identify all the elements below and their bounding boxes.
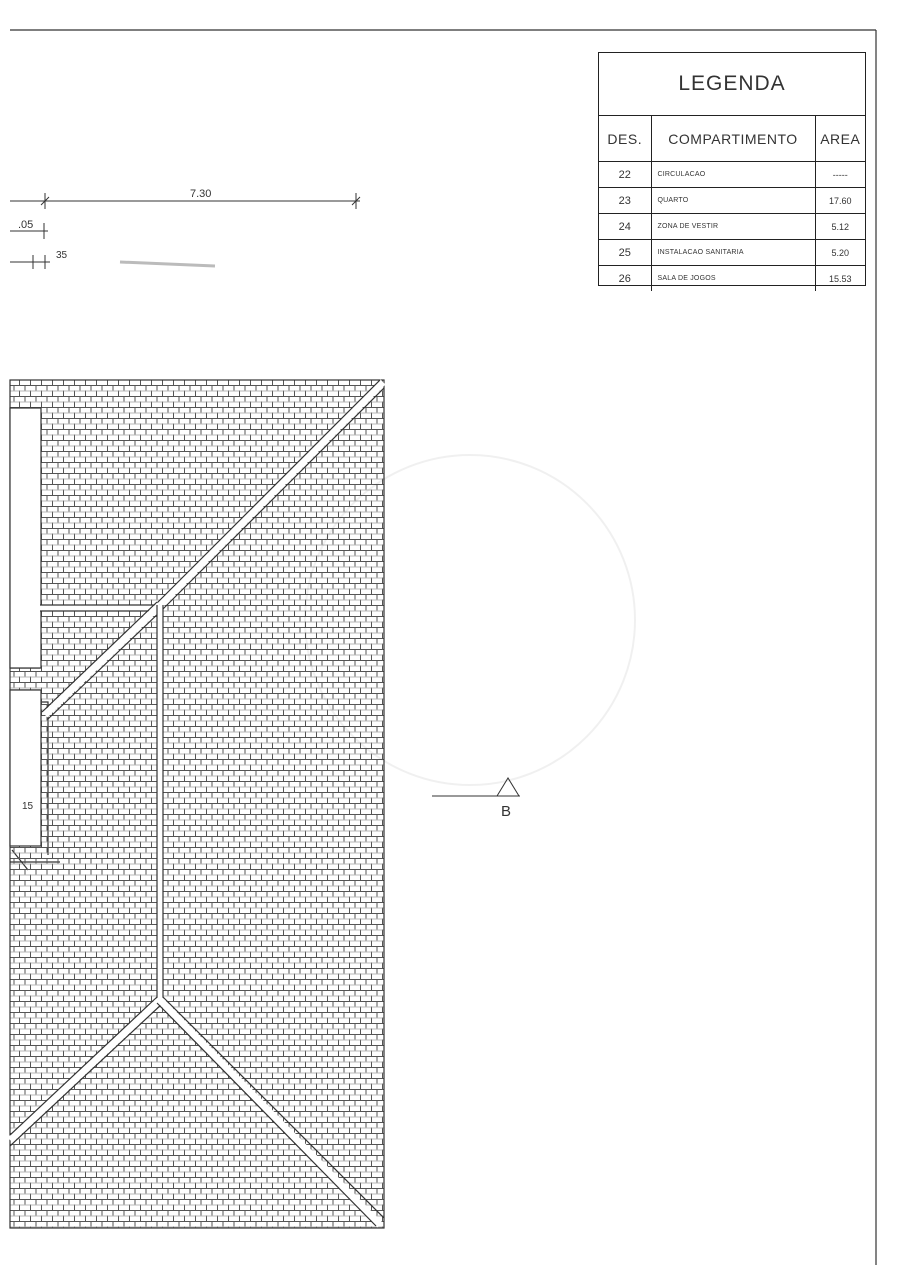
row-area: 5.20	[815, 240, 865, 266]
row-area: 17.60	[815, 188, 865, 214]
table-row	[599, 240, 865, 266]
row-room: INSTALACAO SANITARIA	[651, 240, 815, 266]
row-des: 22	[599, 162, 651, 188]
dimension-left-small: .05	[18, 219, 34, 231]
table-row	[599, 162, 865, 188]
row-area: -----	[815, 162, 865, 188]
row-des: 23	[599, 188, 651, 214]
row-des: 24	[599, 214, 651, 240]
table-row	[599, 214, 865, 240]
header-area: AREA	[815, 116, 865, 162]
section-label: B	[501, 803, 512, 820]
header-des: DES.	[599, 116, 651, 162]
legend-grid	[599, 116, 865, 291]
row-room: ZONA DE VESTIR	[651, 214, 815, 240]
row-des: 26	[599, 266, 651, 292]
dimension-width-top: 7.30	[190, 188, 212, 200]
row-room: SALA DE JOGOS	[651, 266, 815, 292]
table-row	[599, 266, 865, 292]
row-des: 25	[599, 240, 651, 266]
roof-tiles	[10, 380, 384, 1228]
dimension-wall: 15	[22, 801, 34, 812]
legend-table	[598, 52, 866, 286]
row-room: CIRCULACAO	[651, 162, 815, 188]
dimension-offset: 35	[56, 250, 68, 261]
row-area: 15.53	[815, 266, 865, 292]
table-row	[599, 188, 865, 214]
legend-header-row	[599, 116, 865, 162]
legend-title: LEGENDA	[599, 53, 865, 116]
row-room: QUARTO	[651, 188, 815, 214]
header-room: COMPARTIMENTO	[651, 116, 815, 162]
row-area: 5.12	[815, 214, 865, 240]
